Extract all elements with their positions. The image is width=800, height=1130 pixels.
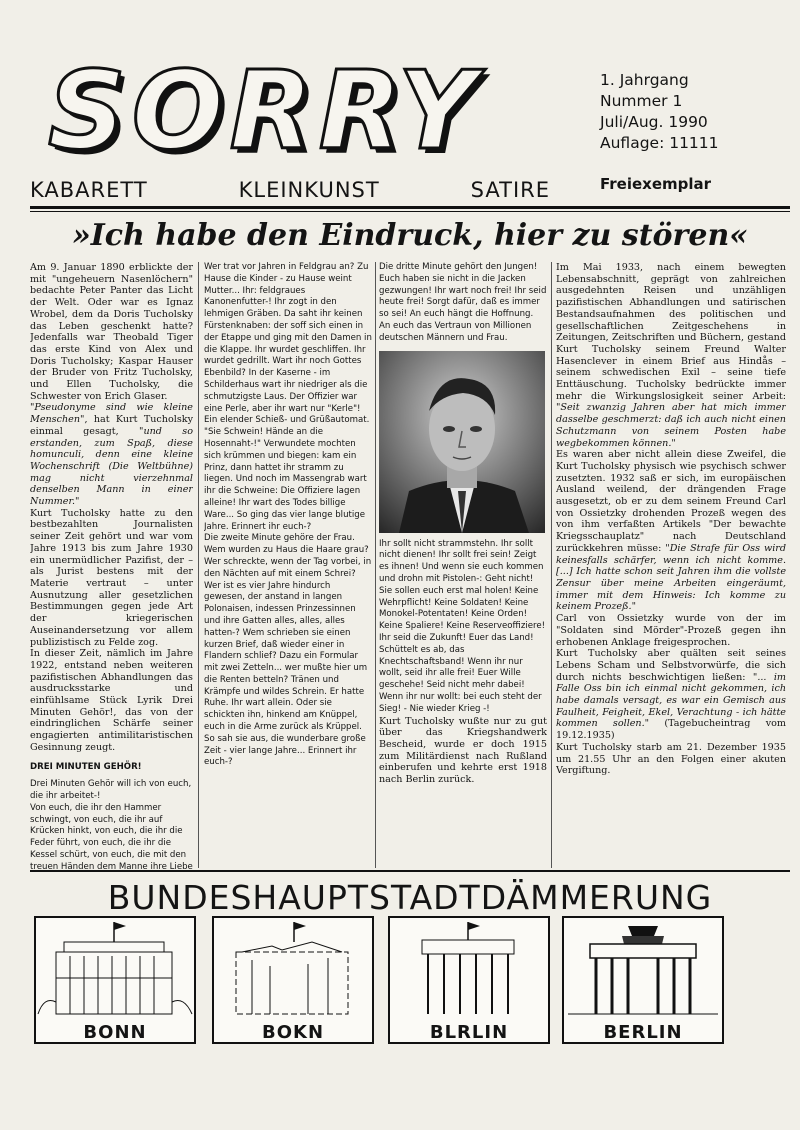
paragraph: Am 9. Januar 1890 erblickte der mit "ungeheuern Nasenlöchern" bedachte Peter Panter das Licht der Welt. Oder war es Ignaz Wrobel, dem da Doris Tucholsky das Leben geschenkt hatte? Jedenfalls war Theobald Tiger das erste Kind von Alex und Doris Tucholsky; Kaspar Hauser der Bruder von Fritz Tucholsky, und Ellen Tucholsky, die Schwester von Erich Glaser. — [30, 262, 193, 402]
quote: "Seit zwanzig Jahren aber hat mich immer dasselbe geschmerzt: daß ich auch nicht einen Schutzmann von seinem Posten habe wegbekommen können." — [556, 402, 786, 449]
free-copy-label: Freiexemplar — [600, 175, 712, 193]
column-divider — [551, 262, 552, 868]
text: Kurt Tucholsky aber quälten seit seines Lebens Scham und Selbstvorwürfe, die sich durch nichts beschwichtigen ließen: — [556, 648, 786, 683]
issue-line: Nummer 1 — [600, 92, 683, 110]
subtitle-word: KLEINKUNST — [238, 178, 380, 202]
paragraph — [556, 648, 786, 742]
text: (Tagebucheintrag vom 19.12.1935) — [556, 718, 786, 742]
subtitle-word: KABARETT — [30, 178, 148, 202]
issue-line: Auflage: 11111 — [600, 134, 719, 152]
portrait-photo — [379, 351, 545, 533]
paragraph — [556, 449, 786, 613]
issue-line: Juli/Aug. 1990 — [600, 113, 708, 131]
poem-stanza: Drei Minuten Gehör will ich von euch, die ihr arbeitet-! — [30, 779, 192, 802]
quote: "Die Strafe für Oss wird keinesfalls schärfer, wenn ich nicht komme. [...] Ich hatte schon seit Jahren ihm die vollste Zensur über meine Arbeiten eingeräumt, immer mit dem Hinweis: Ich komme zu keinem Prozeß." — [556, 542, 786, 613]
poem-stanza: Die dritte Minute gehört den Jungen! Euch haben sie nicht in die Jacken gezwungen! Ihr wart noch frei! Ihr seid heute frei! Sorgt dafür, daß es immer so sei! An euch hängt die Hoffnung. An euch das Vertraun von Millionen deutschen Männern und Frau. — [379, 262, 547, 343]
section-rule — [30, 870, 790, 872]
paragraph: Kurt Tucholsky wußte nur zu gut über das Kriegshandwerk Bescheid, wurde er doch 1915 zum Militärdienst nach Rußland einberufen und kehrte erst 1918 nach Berlin zurück. — [379, 715, 547, 786]
quote: "... im Falle Oss bin ich einmal nicht gekommen, ich habe damals versagt, es war ein Gemisch aus Faulheit, Feigheit, Ekel, Verachtung - ich hätte kommen sollen." — [556, 671, 786, 730]
poem-stanza: Wer trat vor Jahren in Feldgrau an? Zu Hause die Kinder - zu Hause weint Mutter... Ihr: feldgraues Kanonenfutter-! Ihr zogt in den lehmigen Gräben. Da saht ihr keinen Fürstenknaben: der soff sich einen in der Etappe und ging mit den Damen in die Klappe. Ihr wurdet geschliffen. Ihr wurdet gedrillt. Wart ihr noch Gottes Ebenbild? In der Kaserne - im Schilderhaus wart ihr niedriger als die schmutzigste Laus. Der Offizier war eine Perle, aber ihr wart nur "Kerle"! Ein elender Schieß- und Grüßautomat. "Sie Schwein! Hände an die Hosennaht-!" Verwundete mochten sich krümmen und biegen: kam ein Prinz, dann hattet ihr stramm zu liegen. Und noch im Massengrab wart ihr die Schweine: Die Offiziere lagen alleine! Ihr wart des Todes billige Ware... So ging das vier lange blutige Jahre. Erinnert ihr euch-? — [204, 262, 372, 532]
text: , hat Kurt Tucholsky einmal gesagt, — [30, 414, 193, 437]
panel-label: BOKN — [261, 1022, 325, 1043]
article-column-1 — [30, 262, 193, 870]
column-divider — [198, 262, 199, 868]
poem-stanza: Ihr sollt nicht strammstehn. Ihr sollt nicht dienen! Ihr sollt frei sein! Zeigt es ihnen! Und wenn sie euch kommen und drohn mit Pistolen-: Geht nicht! Sie sollen euch erst mal holen! Keine Wehrpflicht! Keine Soldaten! Keine Monokel-Potentaten! Keine Orden! Keine Spaliere! Keine Reserveoffiziere! Ihr seid die Zukunft! Euer das Land! Schüttelt es ab, das Knechtschaftsband! Wenn ihr nur wollt, seid ihr alle frei! Euer Wille geschehe! Seid nicht mehr dabei! Wenn ihr nur wollt: bei euch steht der Sieg! - Nie wieder Krieg -! — [379, 538, 546, 714]
paragraph: Carl von Ossietzky wurde von der im "Soldaten sind Mörder"-Prozeß gegen ihn erhobenen Anklage freigesprochen. — [556, 613, 786, 648]
masthead-subtitle — [30, 178, 550, 202]
poem-stanza: Von euch, die ihr den Hammer schwingt, von euch, die ihr auf Krücken hinkt, von euch, die ihr die Feder führt, von euch, die ihr die Kessel schürt, von euch, die mit den treuen Händen dem Manne ihre Liebe — [30, 802, 193, 870]
logo-text: SORRY — [48, 49, 483, 174]
text: Im Mai 1933, nach einem bewegten Lebensabschnitt, geprägt von zahlreichen ausgedehnten Reisen und unzähligen pazifistischen Abhandlungen und satirischen Bestandsaufnahmen des politischen und gesellschaftlichen Zeitgeschehens in Zeitungen, Zeitschriften und Büchern, gestand Kurt Tucholsky seinem Freund Walter Hasenclever in einem Brief aus Hindås – seinem schwedischen Exil – seine tiefe Enttäuschung. Tucholsky bedrückte immer mehr die Wirkungslosigkeit seiner Arbeit: — [556, 262, 786, 402]
headline: »Ich habe den Eindruck, hier zu stören« — [71, 218, 749, 253]
panel-label: BONN — [83, 1022, 147, 1043]
masthead-logo — [48, 49, 483, 174]
article-column-3 — [379, 262, 547, 870]
cartoon-title: BUNDESHAUPTSTADTDÄMMERUNG — [107, 878, 713, 917]
subtitle-word: SATIRE — [470, 178, 550, 202]
masthead-rule — [30, 206, 790, 209]
poem-title: DREI MINUTEN GEHÖR! — [30, 761, 142, 772]
article-column-2 — [204, 262, 372, 870]
masthead-rule-thin — [30, 211, 790, 212]
panel-label: BERLIN — [603, 1022, 683, 1043]
issue-info — [600, 70, 790, 195]
panel-label: BLRLIN — [429, 1022, 509, 1043]
paragraph: Kurt Tucholsky hatte zu den bestbezahlten Journalisten seiner Zeit gehört und war vom Jahre 1913 bis zum Jahre 1930 ein unermüdlicher Pazifist, der – als Jurist bestens mit der Materie vertraut – unter Ausnutzung aller gesetzlichen Bestimmungen gegen jede Art der kriegerischen Auseinandersetzung vor allem publizistisch zu Felde zog. — [30, 507, 193, 648]
paragraph: In dieser Zeit, nämlich im Jahre 1922, entstand neben weiteren pazifistischen Abhandlungen das ausdrucksstarke und einfühlsame Stück Lyrik Drei Minuten Gehör!, das von der eindringlichen Schärfe seiner engagierten antimilitaristischen Gesinnung zeugt. — [30, 648, 193, 753]
quote: "Pseudonyme sind wie kleine Menschen" — [30, 402, 193, 426]
paragraph: Kurt Tucholsky starb am 21. Dezember 1935 um 21.55 Uhr an den Folgen einer akuten Vergiftung. — [556, 741, 786, 777]
paragraph — [30, 402, 193, 507]
text: Es waren aber nicht allein diese Zweifel, die Kurt Tucholsky physisch wie psychisch schwer zusetzten. 1932 saß er sich, im europäischen Ausland weilend, der drängenden Frage ausgesetzt, ob er zu dem seinem Freund Carl von Ossietzky drohenden Prozeß wegen des von ihm verfaßten Artikels "Der bewachte Kriegsschauplatz" nach Deutschland zurückkehren müsse: — [556, 449, 786, 554]
column-divider — [375, 262, 376, 868]
article-column-4 — [556, 262, 786, 870]
paragraph — [556, 262, 786, 449]
poem-stanza: Die zweite Minute gehöre der Frau. Wem wurden zu Haus die Haare grau? Wer schreckte, wenn der Tag vorbei, in den Nächten auf mit einem Schrei? Wer ist es vier Jahre hindurch gewesen, der anstand in langen Polonaisen, indessen Prinzessinnen und ihre Gatten alles, alles, alles hatten-? Wem schrieben sie einen kurzen Brief, daß wieder einer in Flandern schlief? Dazu ein Formular mit zwei Zetteln... wer mußte hier um die Renten betteln? Tränen und Krämpfe und wildes Schrein. Er hatte Ruhe. Ihr wart allein. Oder sie schickten ihn, hinkend am Knüppel, euch in die Arme zurück als Krüppel. So sah sie aus, die wunderbare große Zeit - vier lange Jahre... Erinnert ihr euch-? — [204, 533, 372, 768]
issue-line: 1. Jahrgang — [600, 71, 689, 89]
quote: "und so erstanden, zum Spaß, diese homunculi, denn eine kleine Wochenschrift (Die Weltbühne) mag nicht vierzehnmal denselben Mann in einer Nummer." — [30, 425, 193, 508]
